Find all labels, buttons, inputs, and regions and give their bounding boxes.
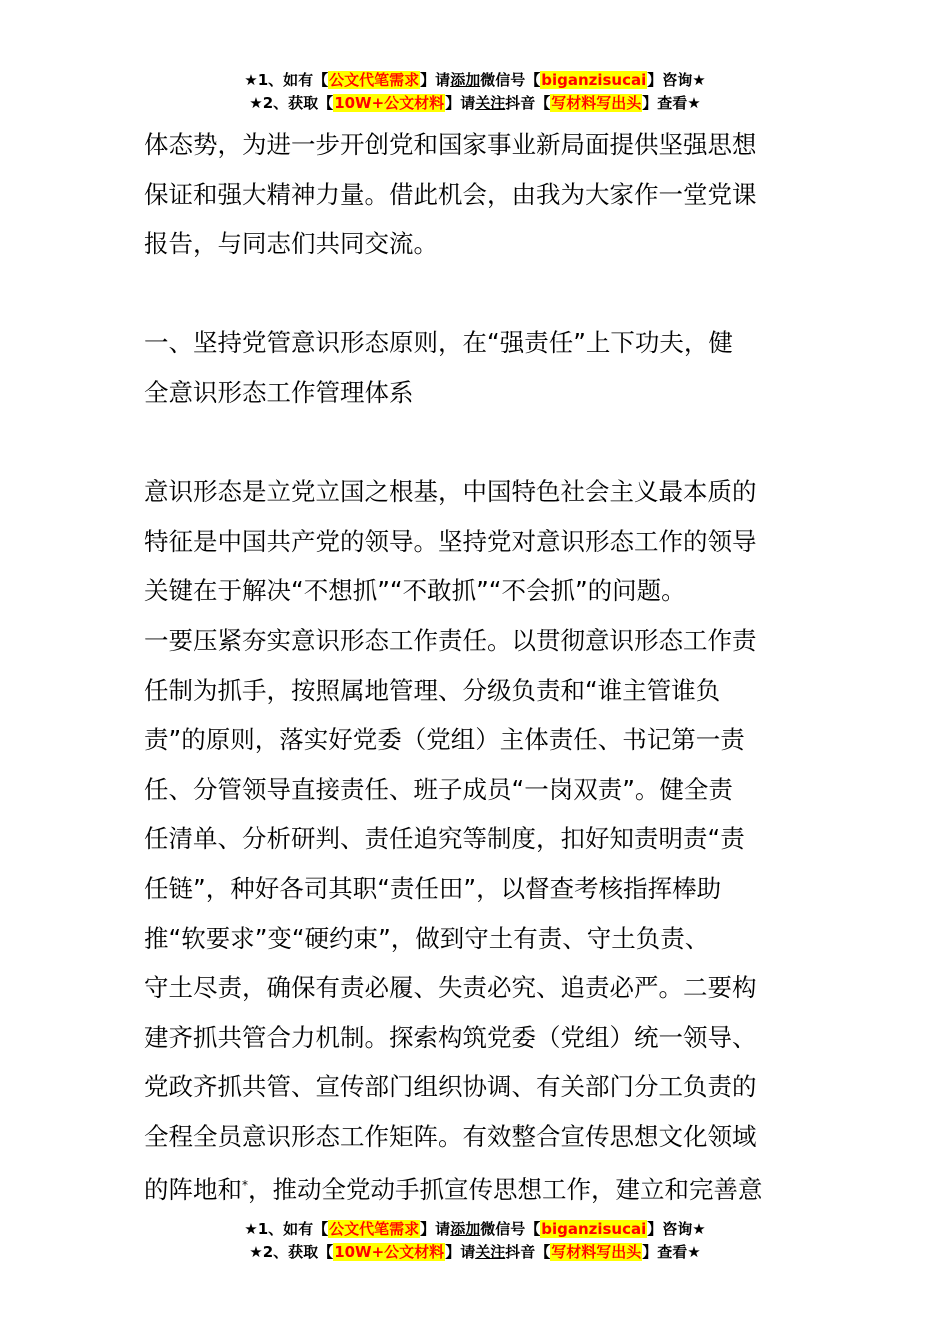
highlight-service: 公文代笔需求 [329, 1220, 420, 1238]
last-line: 的阵地和*，推动全党动手抓宣传思想工作，建立和完善意 [144, 1175, 763, 1205]
promo-line-1: ★1、如有【公文代笔需求】请添加微信号【biganzisucai】咨询★ [244, 71, 706, 89]
paragraph-intro: 体态势，为进一步开创党和国家事业新局面提供坚强思想 保证和强大精神力量。借此机会，由我为大家作一堂党课 报告，与同志们共同交流。 [144, 130, 757, 259]
highlight-douyin-id: 写材料写出头 [551, 1243, 642, 1261]
highlight-wechat-id: biganzisucai [541, 71, 647, 89]
highlight-materials: 10W+公文材料 [334, 94, 445, 112]
promo-line-2-bottom: ★2、获取【10W+公文材料】请关注抖音【写材料写出头】查看★ [249, 1243, 701, 1261]
document-body [144, 120, 809, 1211]
paragraph-ideology: 意识形态是立党立国之根基，中国特色社会主义最本质的 特征是中国共产党的领导。坚持党对意识形态工作的领导 关键在于解决“不想抓”“不敢抓”“不会抓”的问题。 一要压紧夯实意识形态工作责任。以贯彻意识形态工作责 任制为抓手，按照属地管理、分级负责和“谁主管谁负 责”的原则，落实好党委（党组）主体责任、书记第一责 任、分管领导直接责任、班子成员“一岗双责”。健全责 任清单、分析研判、责任追究等制度，扣好知责明责“责 任链”，种好各司其职“责任田”，以督查考核指挥棒助 推“软要求”变“硬约束”，做到守土有责、守土负责、 守土尽责，确保有责必履、失责必究、追责必严。二要构 建齐抓共管合力机制。探索构筑党委（党组）统一领导、 党政齐抓共管、宣传部门组织协调、有关部门分工负责的 全程全员意识形态工作矩阵。有效整合宣传思想文化领域 的阵地和*，推动全党动手抓宣传思想工作，建立和完善意 [144, 467, 809, 1211]
promo-banner-top [0, 69, 950, 115]
section-heading-1: 一、坚持党管意识形态原则，在“强责任”上下功夫，健 全意识形态工作管理体系 [144, 328, 733, 407]
promo-banner-bottom [0, 1218, 950, 1264]
highlight-service: 公文代笔需求 [329, 71, 420, 89]
highlight-materials: 10W+公文材料 [334, 1243, 445, 1261]
highlight-douyin-id: 写材料写出头 [551, 94, 642, 112]
promo-line-2: ★2、获取【10W+公文材料】请关注抖音【写材料写出头】查看★ [249, 94, 701, 112]
highlight-wechat-id: biganzisucai [541, 1220, 647, 1238]
promo-line-1-bottom: ★1、如有【公文代笔需求】请添加微信号【biganzisucai】咨询★ [244, 1220, 706, 1238]
